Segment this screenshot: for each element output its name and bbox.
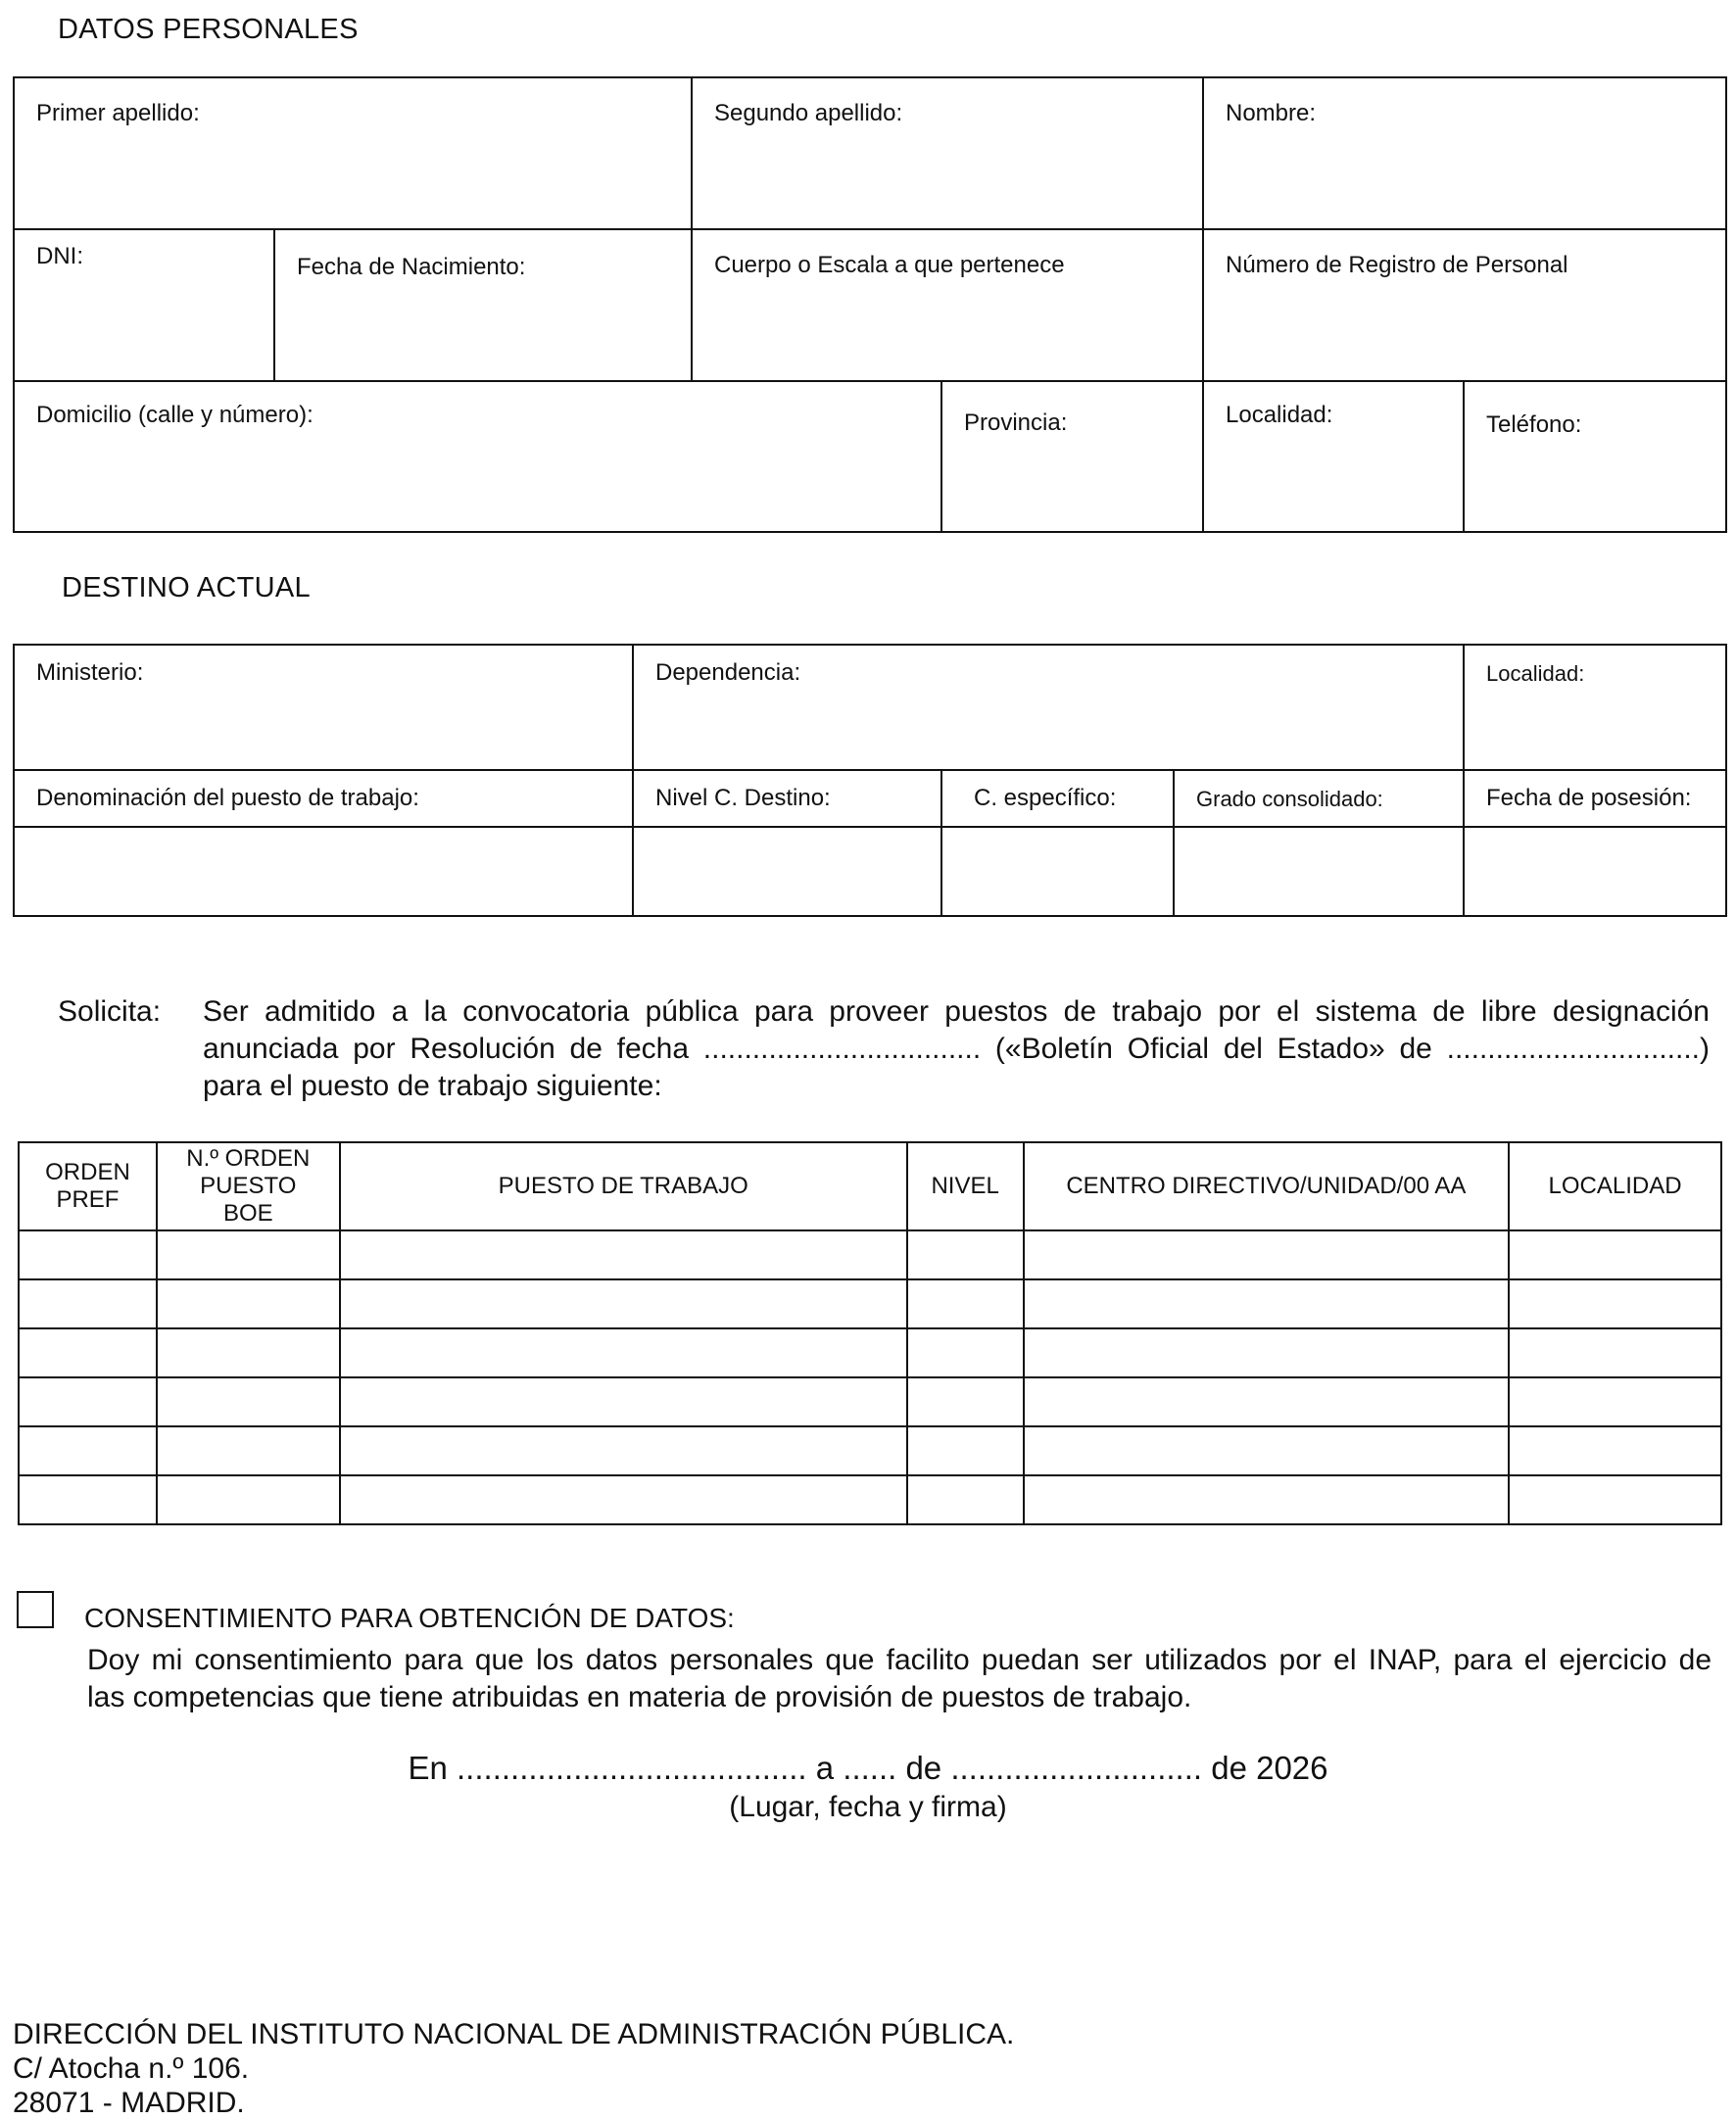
datos-personales-title: DATOS PERSONALES — [58, 14, 359, 45]
header-pref-line: PREF — [56, 1186, 120, 1213]
nivel-destino-label-cell — [632, 769, 942, 828]
direccion-line-2: C/ Atocha n.º 106. — [13, 2052, 250, 2085]
dependencia-label: Dependencia: — [655, 659, 801, 686]
table-row — [19, 1377, 1721, 1426]
cell-localidad[interactable] — [1509, 1426, 1721, 1475]
nrp-field[interactable] — [1202, 228, 1727, 382]
consentimiento-checkbox[interactable] — [17, 1591, 54, 1628]
cell-puesto[interactable] — [340, 1377, 907, 1426]
denominacion-label: Denominación del puesto de trabajo: — [36, 785, 419, 811]
cell-puesto[interactable] — [340, 1230, 907, 1279]
provincia-label: Provincia: — [964, 410, 1068, 436]
denominacion-label-cell — [13, 769, 634, 828]
cell-orden-pref[interactable] — [19, 1230, 157, 1279]
cell-orden-boe[interactable] — [157, 1377, 340, 1426]
fecha-posesion-label-cell — [1463, 769, 1727, 828]
cell-localidad[interactable] — [1509, 1230, 1721, 1279]
cell-localidad[interactable] — [1509, 1279, 1721, 1328]
cell-centro[interactable] — [1024, 1377, 1510, 1426]
cell-puesto[interactable] — [340, 1426, 907, 1475]
cell-centro[interactable] — [1024, 1475, 1510, 1524]
cell-nivel[interactable] — [907, 1426, 1024, 1475]
cell-orden-boe[interactable] — [157, 1328, 340, 1377]
cell-orden-boe[interactable] — [157, 1475, 340, 1524]
cuerpo-escala-field[interactable] — [691, 228, 1204, 382]
cell-orden-boe[interactable] — [157, 1279, 340, 1328]
cell-puesto[interactable] — [340, 1328, 907, 1377]
cell-centro[interactable] — [1024, 1279, 1510, 1328]
cell-centro[interactable] — [1024, 1328, 1510, 1377]
cell-puesto[interactable] — [340, 1475, 907, 1524]
cell-orden-boe[interactable] — [157, 1426, 340, 1475]
solicita-line-1: Ser admitido a la convocatoria pública para proveer puestos de trabajo por el sistema de libre designación — [203, 995, 1710, 1028]
firma-caption: (Lugar, fecha y firma) — [729, 1791, 1007, 1823]
primer-apellido-field[interactable] — [13, 76, 693, 230]
header-boe-line-2: PUESTO — [200, 1173, 297, 1199]
dependencia-field[interactable] — [632, 644, 1465, 771]
header-centro: CENTRO DIRECTIVO/UNIDAD/00 AA — [1024, 1142, 1510, 1230]
primer-apellido-label: Primer apellido: — [36, 100, 200, 126]
domicilio-label: Domicilio (calle y número): — [36, 402, 313, 428]
especifico-input[interactable] — [940, 826, 1175, 917]
ministerio-label: Ministerio: — [36, 659, 144, 686]
segundo-apellido-field[interactable] — [691, 76, 1204, 230]
grado-label: Grado consolidado: — [1196, 787, 1383, 811]
cell-localidad[interactable] — [1509, 1475, 1721, 1524]
nombre-label: Nombre: — [1226, 100, 1317, 126]
cell-orden-boe[interactable] — [157, 1230, 340, 1279]
localidad-label: Localidad: — [1226, 402, 1333, 428]
header-orden-boe — [157, 1142, 340, 1230]
solicita-line-2: anunciada por Resolución de fecha .................................. («Boletín Oficial del Estado» de ...............................) — [203, 1033, 1710, 1065]
destino-actual-title: DESTINO ACTUAL — [62, 572, 311, 603]
table-row — [19, 1230, 1721, 1279]
cell-nivel[interactable] — [907, 1328, 1024, 1377]
direccion-line-1: DIRECCIÓN DEL INSTITUTO NACIONAL DE ADMINISTRACIÓN PÚBLICA. — [13, 2018, 1015, 2050]
direccion-line-3: 28071 - MADRID. — [13, 2087, 245, 2119]
ministerio-field[interactable] — [13, 644, 634, 771]
grado-input[interactable] — [1173, 826, 1465, 917]
puestos-table-body — [19, 1230, 1721, 1524]
header-orden-line: ORDEN — [45, 1159, 130, 1185]
destino-localidad-field[interactable] — [1463, 644, 1727, 771]
cell-orden-pref[interactable] — [19, 1328, 157, 1377]
localidad-field[interactable] — [1202, 380, 1465, 533]
nivel-destino-input[interactable] — [632, 826, 942, 917]
fecha-nacimiento-field[interactable] — [273, 228, 693, 382]
header-boe-line-3: BOE — [222, 1200, 273, 1227]
nivel-destino-label: Nivel C. Destino: — [655, 785, 831, 811]
solicita-label: Solicita: — [58, 995, 162, 1028]
consentimiento-line-2: las competencias que tiene atribuidas en materia de provisión de puestos de trabajo. — [87, 1681, 1192, 1713]
puestos-table-header — [19, 1142, 1721, 1230]
especifico-label-cell — [940, 769, 1175, 828]
table-row — [19, 1328, 1721, 1377]
consentimiento-text — [87, 1642, 1712, 1716]
nombre-field[interactable] — [1202, 76, 1727, 230]
table-row — [19, 1279, 1721, 1328]
dni-field[interactable] — [13, 228, 275, 382]
direccion-block — [13, 2017, 1014, 2120]
header-puesto: PUESTO DE TRABAJO — [340, 1142, 907, 1230]
cell-localidad[interactable] — [1509, 1328, 1721, 1377]
destino-localidad-label: Localidad: — [1486, 661, 1585, 686]
consentimiento-line-1: Doy mi consentimiento para que los datos personales que facilito puedan ser utilizados por el INAP, para el ejercicio de — [87, 1644, 1712, 1676]
solicita-text — [203, 993, 1710, 1105]
cell-nivel[interactable] — [907, 1230, 1024, 1279]
telefono-label: Teléfono: — [1486, 411, 1582, 438]
header-boe-line-1: N.º ORDEN — [186, 1145, 311, 1172]
cuerpo-escala-label: Cuerpo o Escala a que pertenece — [714, 252, 1065, 278]
cell-nivel[interactable] — [907, 1377, 1024, 1426]
table-row — [19, 1426, 1721, 1475]
consentimiento-title: CONSENTIMIENTO PARA OBTENCIÓN DE DATOS: — [84, 1603, 735, 1633]
cell-nivel[interactable] — [907, 1475, 1024, 1524]
fecha-posesion-label: Fecha de posesión: — [1486, 785, 1692, 811]
cell-centro[interactable] — [1024, 1230, 1510, 1279]
cell-puesto[interactable] — [340, 1279, 907, 1328]
telefono-field[interactable] — [1463, 380, 1727, 533]
puestos-table — [18, 1141, 1722, 1525]
fecha-posesion-input[interactable] — [1463, 826, 1727, 917]
domicilio-field[interactable] — [13, 380, 942, 533]
cell-orden-pref[interactable] — [19, 1475, 157, 1524]
header-localidad: LOCALIDAD — [1509, 1142, 1721, 1230]
grado-label-cell — [1173, 769, 1465, 828]
nrp-label: Número de Registro de Personal — [1226, 252, 1568, 278]
cell-centro[interactable] — [1024, 1426, 1510, 1475]
cell-orden-pref[interactable] — [19, 1426, 157, 1475]
fecha-nacimiento-label: Fecha de Nacimiento: — [297, 254, 526, 280]
table-row — [19, 1475, 1721, 1524]
header-orden-pref — [19, 1142, 157, 1230]
cell-nivel[interactable] — [907, 1279, 1024, 1328]
cell-localidad[interactable] — [1509, 1377, 1721, 1426]
cell-orden-pref[interactable] — [19, 1377, 157, 1426]
header-nivel: NIVEL — [907, 1142, 1024, 1230]
provincia-field[interactable] — [940, 380, 1204, 533]
especifico-label: C. específico: — [974, 785, 1117, 811]
denominacion-input[interactable] — [13, 826, 634, 917]
solicita-line-3: para el puesto de trabajo siguiente: — [203, 1070, 662, 1102]
cell-orden-pref[interactable] — [19, 1279, 157, 1328]
segundo-apellido-label: Segundo apellido: — [714, 100, 903, 126]
dni-label: DNI: — [36, 243, 83, 269]
firma-line: En ....................................... a ...... de ............................ de 2026 — [408, 1750, 1328, 1786]
